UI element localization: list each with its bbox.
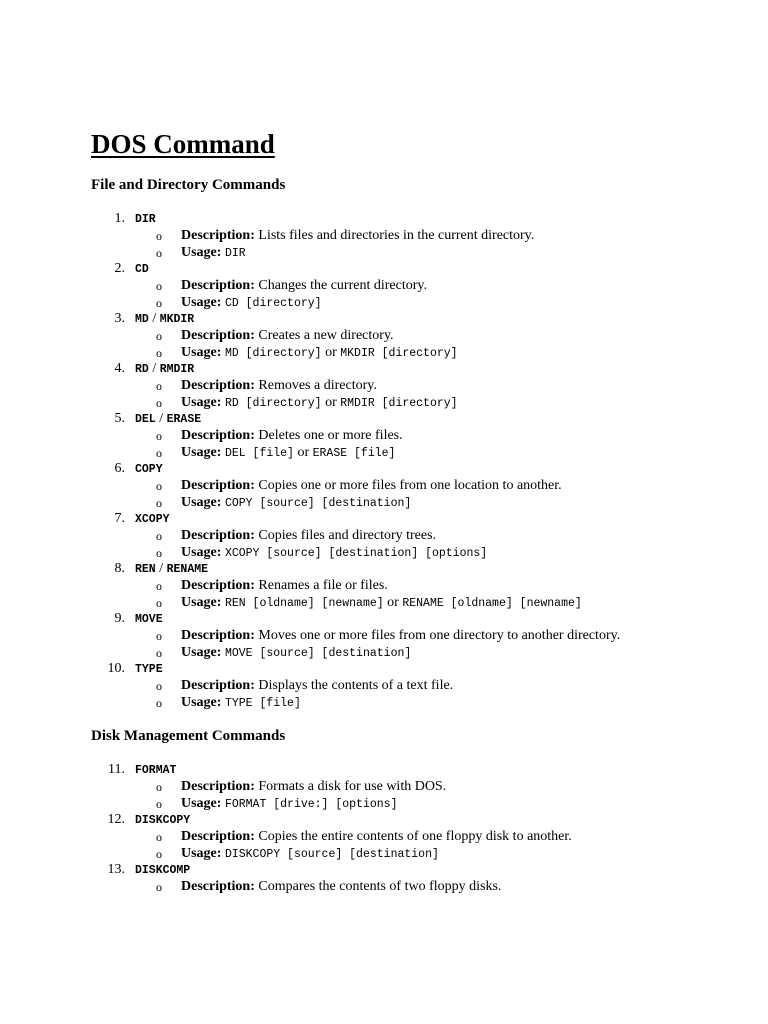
usage-line xyxy=(181,645,411,662)
command-number: 9. xyxy=(114,611,125,626)
command-keyword: DIR xyxy=(135,213,156,226)
usage-syntax: MKDIR [directory] xyxy=(340,347,458,360)
usage-label: Usage: xyxy=(181,345,222,360)
command-number: 5. xyxy=(114,411,125,426)
command-name xyxy=(135,561,208,578)
usage-line xyxy=(181,245,246,262)
usage-or: or xyxy=(321,345,341,360)
usage-label: Usage: xyxy=(181,395,222,410)
command-name xyxy=(135,311,194,328)
usage-line xyxy=(181,796,397,813)
usage-syntax: RMDIR [directory] xyxy=(340,397,458,410)
usage-syntax: RD [directory] xyxy=(224,397,322,410)
description-line xyxy=(181,879,501,895)
bullet-icon: o xyxy=(156,579,162,593)
usage-line xyxy=(181,345,458,362)
document-title: DOS Command xyxy=(91,129,275,159)
description-line xyxy=(181,528,436,544)
usage-syntax: XCOPY [source] [destination] [options] xyxy=(224,547,488,560)
description-line xyxy=(181,328,394,344)
command-keyword: RD xyxy=(135,363,149,376)
description-line xyxy=(181,428,403,444)
description-text: Removes a directory. xyxy=(258,378,377,393)
bullet-icon: o xyxy=(156,646,162,660)
usage-or: or xyxy=(293,445,313,460)
bullet-icon: o xyxy=(156,546,162,560)
command-number: 7. xyxy=(114,511,125,526)
bullet-icon: o xyxy=(156,629,162,643)
command-number: 11. xyxy=(108,762,125,777)
description-line xyxy=(181,779,446,795)
bullet-icon: o xyxy=(156,830,162,844)
command-keyword: REN xyxy=(135,563,156,576)
command-keyword: TYPE xyxy=(135,663,163,676)
bullet-icon: o xyxy=(156,246,162,260)
description-text: Creates a new directory. xyxy=(258,328,394,343)
description-label: Description: xyxy=(181,328,255,343)
section-heading: Disk Management Commands xyxy=(91,728,286,744)
command-number: 13. xyxy=(107,862,125,877)
command-keyword: DEL xyxy=(135,413,156,426)
bullet-icon: o xyxy=(156,346,162,360)
bullet-icon: o xyxy=(156,279,162,293)
command-number: 12. xyxy=(107,812,125,827)
description-text: Lists files and directories in the current directory. xyxy=(258,228,535,243)
command-keyword: DISKCOPY xyxy=(135,814,191,827)
description-label: Description: xyxy=(181,879,255,894)
command-name xyxy=(135,361,194,378)
usage-syntax: MOVE [source] [destination] xyxy=(224,647,412,660)
description-text: Compares the contents of two floppy disks. xyxy=(258,879,502,894)
section-heading: File and Directory Commands xyxy=(91,177,286,193)
command-keyword: MKDIR xyxy=(159,313,195,326)
name-separator: / xyxy=(155,411,167,426)
usage-syntax: FORMAT [drive:] [options] xyxy=(224,798,398,811)
usage-line xyxy=(181,545,487,562)
usage-label: Usage: xyxy=(181,295,222,310)
description-text: Displays the contents of a text file. xyxy=(258,678,454,693)
bullet-icon: o xyxy=(156,696,162,710)
command-name xyxy=(135,862,190,879)
usage-line xyxy=(181,695,301,712)
usage-label: Usage: xyxy=(181,595,222,610)
usage-syntax: ERASE [file] xyxy=(312,447,396,460)
usage-syntax: CD [directory] xyxy=(224,297,322,310)
bullet-icon: o xyxy=(156,529,162,543)
usage-label: Usage: xyxy=(181,445,222,460)
command-name xyxy=(135,762,176,779)
bullet-icon: o xyxy=(156,596,162,610)
description-line xyxy=(181,678,453,694)
bullet-icon: o xyxy=(156,880,162,894)
command-name xyxy=(135,411,201,428)
command-keyword: RMDIR xyxy=(159,363,195,376)
command-keyword: COPY xyxy=(135,463,163,476)
usage-label: Usage: xyxy=(181,846,222,861)
command-keyword: ERASE xyxy=(166,413,202,426)
usage-line xyxy=(181,595,582,612)
description-text: Copies the entire contents of one floppy disk to another. xyxy=(258,829,572,844)
usage-line xyxy=(181,395,458,412)
description-label: Description: xyxy=(181,829,255,844)
description-label: Description: xyxy=(181,228,255,243)
description-text: Formats a disk for use with DOS. xyxy=(258,779,447,794)
usage-or: or xyxy=(383,595,403,610)
command-name xyxy=(135,461,163,478)
description-line xyxy=(181,829,572,845)
usage-line xyxy=(181,846,439,863)
command-number: 6. xyxy=(114,461,125,476)
command-keyword: XCOPY xyxy=(135,513,170,526)
description-line xyxy=(181,378,377,394)
command-number: 1. xyxy=(114,211,125,226)
usage-syntax: MD [directory] xyxy=(224,347,322,360)
usage-syntax: DISKCOPY [source] [destination] xyxy=(224,848,439,861)
description-text: Deletes one or more files. xyxy=(258,428,403,443)
usage-line xyxy=(181,495,411,512)
bullet-icon: o xyxy=(156,329,162,343)
description-label: Description: xyxy=(181,478,255,493)
usage-or: or xyxy=(321,395,341,410)
usage-label: Usage: xyxy=(181,645,222,660)
usage-syntax: REN [oldname] [newname] xyxy=(224,597,384,610)
command-name xyxy=(135,661,163,678)
bullet-icon: o xyxy=(156,446,162,460)
description-line xyxy=(181,578,388,594)
command-keyword: MOVE xyxy=(135,613,163,626)
bullet-icon: o xyxy=(156,229,162,243)
description-line xyxy=(181,478,562,494)
usage-syntax: DEL [file] xyxy=(224,447,294,460)
usage-label: Usage: xyxy=(181,695,222,710)
command-keyword: DISKCOMP xyxy=(135,864,191,877)
usage-syntax: TYPE [file] xyxy=(224,697,301,710)
description-label: Description: xyxy=(181,278,255,293)
command-number: 2. xyxy=(114,261,125,276)
command-number: 4. xyxy=(114,361,125,376)
usage-line xyxy=(181,445,395,462)
usage-label: Usage: xyxy=(181,245,222,260)
command-number: 3. xyxy=(114,311,125,326)
command-number: 8. xyxy=(114,561,125,576)
bullet-icon: o xyxy=(156,479,162,493)
name-separator: / xyxy=(155,561,167,576)
usage-label: Usage: xyxy=(181,495,222,510)
bullet-icon: o xyxy=(156,496,162,510)
command-name xyxy=(135,261,149,278)
command-name xyxy=(135,611,163,628)
bullet-icon: o xyxy=(156,379,162,393)
command-name xyxy=(135,211,156,228)
command-keyword: CD xyxy=(135,263,149,276)
description-label: Description: xyxy=(181,528,255,543)
description-text: Moves one or more files from one directory to another directory. xyxy=(258,628,621,643)
description-label: Description: xyxy=(181,779,255,794)
name-separator: / xyxy=(148,311,160,326)
command-name xyxy=(135,511,170,528)
command-keyword: MD xyxy=(135,313,149,326)
description-line xyxy=(181,228,534,244)
usage-label: Usage: xyxy=(181,545,222,560)
description-label: Description: xyxy=(181,628,255,643)
bullet-icon: o xyxy=(156,847,162,861)
description-line xyxy=(181,278,427,294)
command-name xyxy=(135,812,190,829)
description-label: Description: xyxy=(181,378,255,393)
usage-syntax: RENAME [oldname] [newname] xyxy=(402,597,582,610)
command-keyword: RENAME xyxy=(166,563,209,576)
description-label: Description: xyxy=(181,678,255,693)
bullet-icon: o xyxy=(156,780,162,794)
command-keyword: FORMAT xyxy=(135,764,177,777)
bullet-icon: o xyxy=(156,396,162,410)
description-text: Renames a file or files. xyxy=(258,578,388,593)
bullet-icon: o xyxy=(156,296,162,310)
usage-syntax: DIR xyxy=(224,247,246,260)
name-separator: / xyxy=(148,361,160,376)
description-text: Changes the current directory. xyxy=(258,278,427,293)
usage-syntax: COPY [source] [destination] xyxy=(224,497,412,510)
usage-label: Usage: xyxy=(181,796,222,811)
description-line xyxy=(181,628,620,644)
bullet-icon: o xyxy=(156,679,162,693)
bullet-icon: o xyxy=(156,797,162,811)
usage-line xyxy=(181,295,322,312)
bullet-icon: o xyxy=(156,429,162,443)
description-text: Copies files and directory trees. xyxy=(258,528,437,543)
command-number: 10. xyxy=(107,661,125,676)
description-text: Copies one or more files from one location to another. xyxy=(258,478,562,493)
description-label: Description: xyxy=(181,578,255,593)
description-label: Description: xyxy=(181,428,255,443)
